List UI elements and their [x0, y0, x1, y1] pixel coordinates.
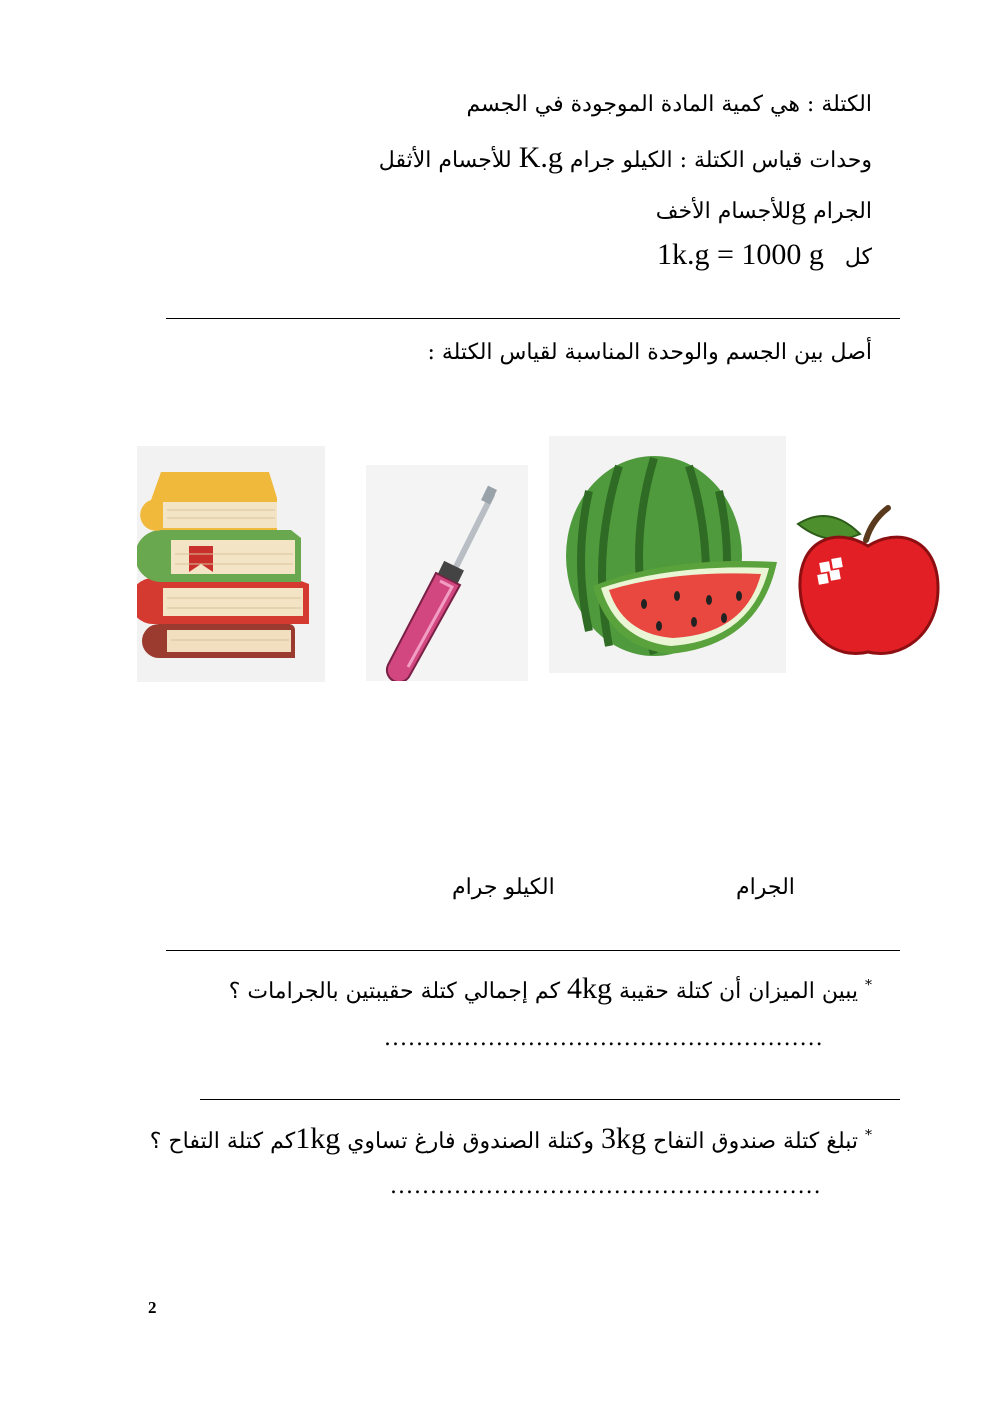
divider: [200, 1099, 900, 1100]
question-star: *: [865, 1127, 872, 1144]
question-1-text-b: كم إجمالي كتلة حقيبتين بالجرامات ؟: [228, 979, 568, 1004]
divider: [166, 318, 900, 319]
conversion-line: [657, 238, 872, 272]
gram-prefix: الجرام: [806, 199, 872, 224]
units-line: [379, 141, 872, 175]
gram-suffix: للأجسام الأخف: [655, 199, 792, 224]
gram-line: [656, 192, 872, 226]
question-2: [150, 1122, 872, 1156]
watermelon-icon: [549, 436, 786, 673]
answer-line-1[interactable]: .......................................................: [384, 1026, 824, 1051]
answer-line-2[interactable]: ......................................................: [390, 1174, 822, 1199]
matching-instruction: أصل بين الجسم والوحدة المناسبة لقياس الكتلة :: [427, 340, 872, 365]
definition-line: [467, 92, 873, 117]
screwdriver-icon: [366, 465, 528, 681]
units-suffix: للأجسام الأثقل: [378, 148, 519, 173]
conversion-equation: 1k.g = 1000 g: [656, 238, 824, 271]
question-star: *: [865, 977, 872, 994]
question-2-value-1: 3kg: [601, 1122, 647, 1155]
page-number: 2: [148, 1298, 157, 1317]
question-1-text-a: يبين الميزان أن كتلة حقيبة: [612, 979, 858, 1004]
apple-icon: [796, 496, 942, 662]
unit-kilogram-label: الكيلو جرام: [452, 875, 555, 900]
question-2-text-c: كم كتلة التفاح ؟: [149, 1129, 296, 1154]
question-2-text-a: تبلغ كتلة صندوق التفاح: [646, 1129, 858, 1154]
kilogram-unit: K.g: [518, 141, 563, 174]
books-icon: [137, 446, 325, 682]
conversion-word: كل: [844, 245, 872, 270]
question-2-text-b: وكتلة الصندوق فارغ تساوي: [340, 1129, 602, 1154]
definition-text: الكتلة : هي كمية المادة الموجودة في الجسم: [466, 92, 872, 117]
gram-unit: g: [791, 192, 807, 225]
unit-gram-label: الجرام: [736, 875, 795, 900]
units-prefix: وحدات قياس الكتلة : الكيلو جرام: [562, 148, 872, 173]
question-1-value: 4kg: [567, 972, 613, 1005]
question-1: [229, 972, 872, 1006]
question-2-value-2: 1kg: [295, 1122, 341, 1155]
divider: [166, 950, 900, 951]
